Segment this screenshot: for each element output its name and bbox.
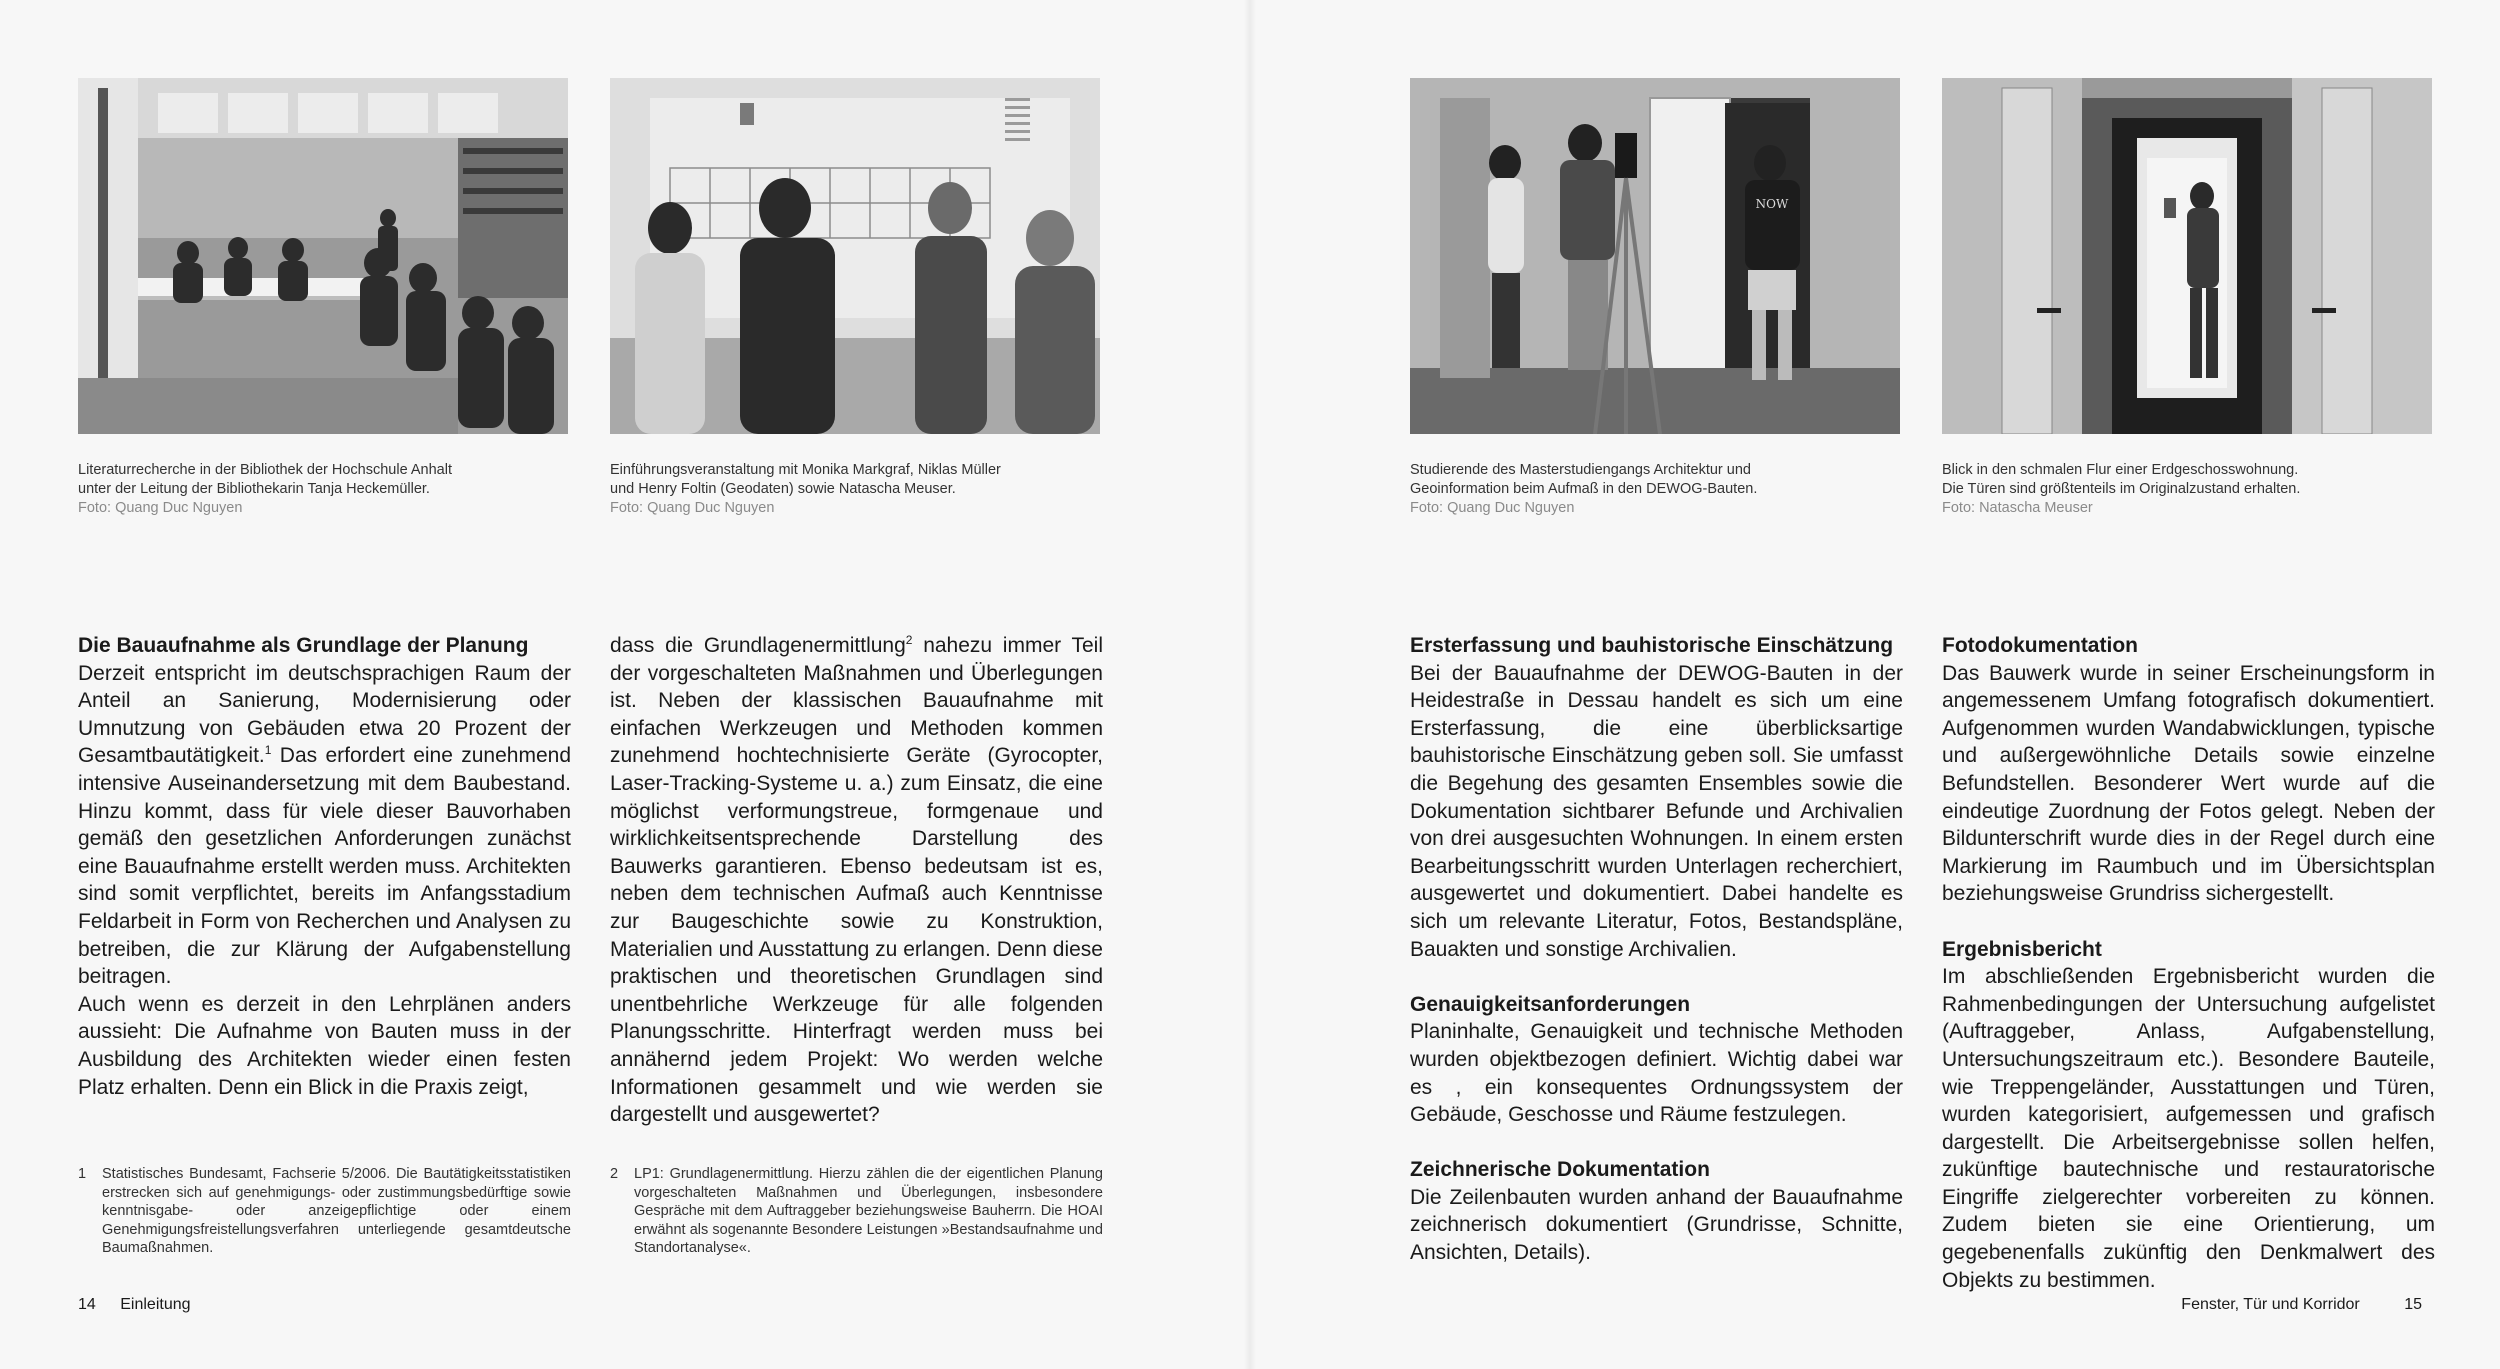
body-paragraph: Im abschließenden Ergebnisbericht wurden die Rahmenbedingungen der Untersuchung aufgelistet (Auftraggeber, Anlass, Aufgabenstellung, Untersuchungszeitraum etc.). Besondere Bauteile, wie Treppengeländer, Ausstattungen und Türen, wurden kategorisiert, aufgemessen und grafisch dargestellt. Die Arbeitsergebnisse sollen helfen, zukünftige bautechnische und restauratorische Eingriffe zielgerechter vorbereiten zu können. Zudem bieten sie eine Orientierung, um gegebenenfalls zukünftig den Denkmalwert des Objekts zu bestimmen.: [1942, 965, 2435, 1292]
body-text: Das erfordert eine zunehmend intensive Auseinandersetzung mit dem Baubestand. Hinzu kommt, dass für viele dieser Bauvorhaben gemäß den gesetzlichen Anforderungen zunächst eine Bauaufnahme erstellt werden muss. Architekten sind somit verpflichtet, bereits im Anfangsstadium Feldarbeit in Form von Recherchen und Analysen zu betreiben, die zur Klärung der Aufgabenstellung beitragen.: [78, 744, 571, 989]
running-section-title: Einleitung: [120, 1296, 191, 1313]
photo-library-research: [78, 78, 568, 434]
running-section-title: Fenster, Tür und Korridor: [2181, 1296, 2360, 1313]
right-folio: [2181, 1296, 2422, 1314]
body-text: dass die Grundlagenermittlung: [610, 634, 906, 657]
caption-line: Blick in den schmalen Flur einer Erdgeschosswohnung.: [1942, 462, 2299, 478]
photo-corridor: [1942, 78, 2432, 434]
photo-introduction-event: [610, 78, 1100, 434]
body-text: nahezu immer Teil der vorgeschalteten Maßnahmen und Überlegungen ist. Neben der klassischen Bauaufnahme mit einfachen Werkzeugen und Methoden kommen zunehmend hochtechnisierte Geräte (Gyrocopter, Laser-Tracking-Systeme u. a.) zum Einsatz, die eine möglichst verformungstreue, formgenaue und wirklichkeitsentsprechende Darstellung des Bauwerks garantieren. Ebenso bedeutsam ist es, neben dem technischen Aufmaß auch Kenntnisse zur Baugeschichte sowie zu Konstruktion, Materialien und Ausstattung zu erlangen. Denn diese praktischen und theoretischen Grundlagen sind unentbehrliche Werkzeuge für alle folgenden Planungsschritte. Hinterfragt werden muss bei annähernd jedem Projekt: Wo werden welche Informationen gesammelt und wie werden sie dargestellt und ausgewertet?: [610, 634, 1103, 1127]
left-column-2: [610, 632, 1103, 1129]
left-folio: [78, 1296, 191, 1314]
library-photo-image: [78, 78, 568, 434]
body-paragraph: Auch wenn es derzeit in den Lehrplänen anders aussieht: Die Aufnahme von Bauten muss in der Ausbildung des Architekten wieder einen festen Platz erhalten. Denn ein Blick in die Praxis zeigt,: [78, 992, 571, 1099]
caption-photo-1: [78, 461, 573, 518]
body-paragraph: Das Bauwerk wurde in seiner Erscheinungsform in angemessenem Umfang fotografisch dokumentiert. Aufgenommen wurden Wandabwicklungen, typische und außergewöhnliche Details sowie einzelne Befundstellen. Besonderer Wert wurde auf die eindeutige Zuordnung der Fotos gelegt. Neben der Bildunterschrift wurde dies in der Regel durch eine Markierung im Raumbuch und im Übersichtsplan beziehungsweise Grundriss sichergestellt.: [1942, 661, 2435, 906]
photo-credit: Foto: Quang Duc Nguyen: [610, 500, 775, 516]
section-heading: Die Bauaufnahme als Grundlage der Planung: [78, 634, 529, 657]
body-paragraph: [610, 632, 1103, 1129]
corridor-photo-image: [1942, 78, 2432, 434]
right-column-2: [1942, 632, 2435, 1294]
presentation-photo-image: [610, 78, 1100, 434]
body-paragraph: Planinhalte, Genauigkeit und technische Methoden wurden objektbezogen definiert. Wichtig dabei war es , ein konsequentes Ordnungssystem der Gebäude, Geschosse und Räume festzulegen.: [1410, 1020, 1903, 1127]
photo-credit: Foto: Quang Duc Nguyen: [78, 500, 243, 516]
page-number: 14: [78, 1296, 96, 1313]
survey-photo-image: [1410, 78, 1900, 434]
caption-line: Die Türen sind größtenteils im Originalzustand erhalten.: [1942, 481, 2301, 497]
caption-photo-3: [1410, 461, 1905, 518]
body-text: Derzeit entspricht im deutschsprachigen Raum der Anteil an Sanierung, Modernisierung oder Umnutzung von Gebäuden etwa 20 Prozent der Gesamtbautätigkeit.: [78, 661, 571, 768]
section-heading: Genauigkeitsanforderungen: [1410, 992, 1691, 1016]
body-paragraph: Die Zeilenbauten wurden anhand der Bauaufnahme zeichnerisch dokumentiert (Grundrisse, Schnitte, Ansichten, Details).: [1410, 1185, 1903, 1265]
section-heading: Ergebnisbericht: [1942, 937, 2102, 961]
footnote-2: [610, 1165, 1103, 1258]
photo-credit: Foto: Natascha Meuser: [1942, 500, 2093, 516]
section-spacer: [1410, 1129, 1903, 1157]
section-heading: Zeichnerische Dokumentation: [1410, 1158, 1710, 1182]
caption-line: Literaturrecherche in der Bibliothek der Hochschule Anhalt: [78, 462, 452, 478]
footnote-number: 1: [78, 1166, 87, 1182]
caption-photo-4: [1942, 461, 2437, 518]
caption-line: Geoinformation beim Aufmaß in den DEWOG-Bauten.: [1410, 481, 1758, 497]
section-spacer: [1942, 908, 2435, 936]
page-number: 15: [2404, 1296, 2422, 1313]
caption-photo-2: [610, 461, 1105, 518]
footnote-number: 2: [610, 1166, 619, 1182]
caption-line: unter der Leitung der Bibliothekarin Tanja Heckemüller.: [78, 481, 430, 497]
book-gutter: [1244, 0, 1256, 1369]
body-paragraph: Bei der Bauaufnahme der DEWOG-Bauten in der Heidestraße in Dessau handelt es sich um eine Ersterfassung, die eine überblicksartige bauhistorische Einschätzung geben soll. Sie umfasst die Begehung des gesamten Ensembles sowie die Dokumentation sichtbarer Befunde und Archivalien von drei ausgesuchten Wohnungen. In einem ersten Bearbeitungsschritt wurden Unterlagen recherchiert, ausgewertet und dokumentiert. Dabei handelte es sich um relevante Literatur, Fotos, Bestandspläne, Bauakten und sonstige Archivalien.: [1410, 661, 1903, 961]
footnote-ref: 1: [264, 743, 272, 758]
section-heading: Fotodokumentation: [1942, 634, 2138, 657]
section-spacer: [1410, 963, 1903, 991]
caption-line: und Henry Foltin (Geodaten) sowie Natascha Meuser.: [610, 481, 956, 497]
shirt-lettering: NOW: [1755, 197, 1789, 211]
caption-line: Einführungsveranstaltung mit Monika Markgraf, Niklas Müller: [610, 462, 1001, 478]
right-column-1: [1410, 632, 1903, 1267]
footnote-text: LP1: Grundlagenermittlung. Hierzu zählen die der eigentlichen Planung vorgeschalteten Maßnahmen und Überlegungen, insbesondere Gespräche mit dem Auftraggeber beziehungsweise Bauherrn. Die HOAI erwähnt als sogenannte Besondere Leistungen »Bestandsaufnahme und Standortanalyse«.: [634, 1166, 1103, 1256]
photo-survey-dewog: [1410, 78, 1900, 434]
caption-line: Studierende des Masterstudiengangs Architektur und: [1410, 462, 1751, 478]
footnote-text: Statistisches Bundesamt, Fachserie 5/2006. Die Bautätigkeitsstatistiken erstrecken sich auf genehmigungs- oder zustimmungsbedürftige sowie kenntnisgabe- oder anzeigepflichtige oder einem Genehmigungsfreistellungsverfahren unterliegende gesamtdeutsche Baumaßnahmen.: [102, 1166, 571, 1256]
footnote-1: [78, 1165, 571, 1258]
footnote-ref: 2: [905, 633, 913, 647]
photo-credit: Foto: Quang Duc Nguyen: [1410, 500, 1575, 516]
left-column-1: [78, 632, 571, 1101]
section-heading: Ersterfassung und bauhistorische Einschätzung: [1410, 634, 1894, 657]
body-paragraph: [78, 660, 571, 991]
